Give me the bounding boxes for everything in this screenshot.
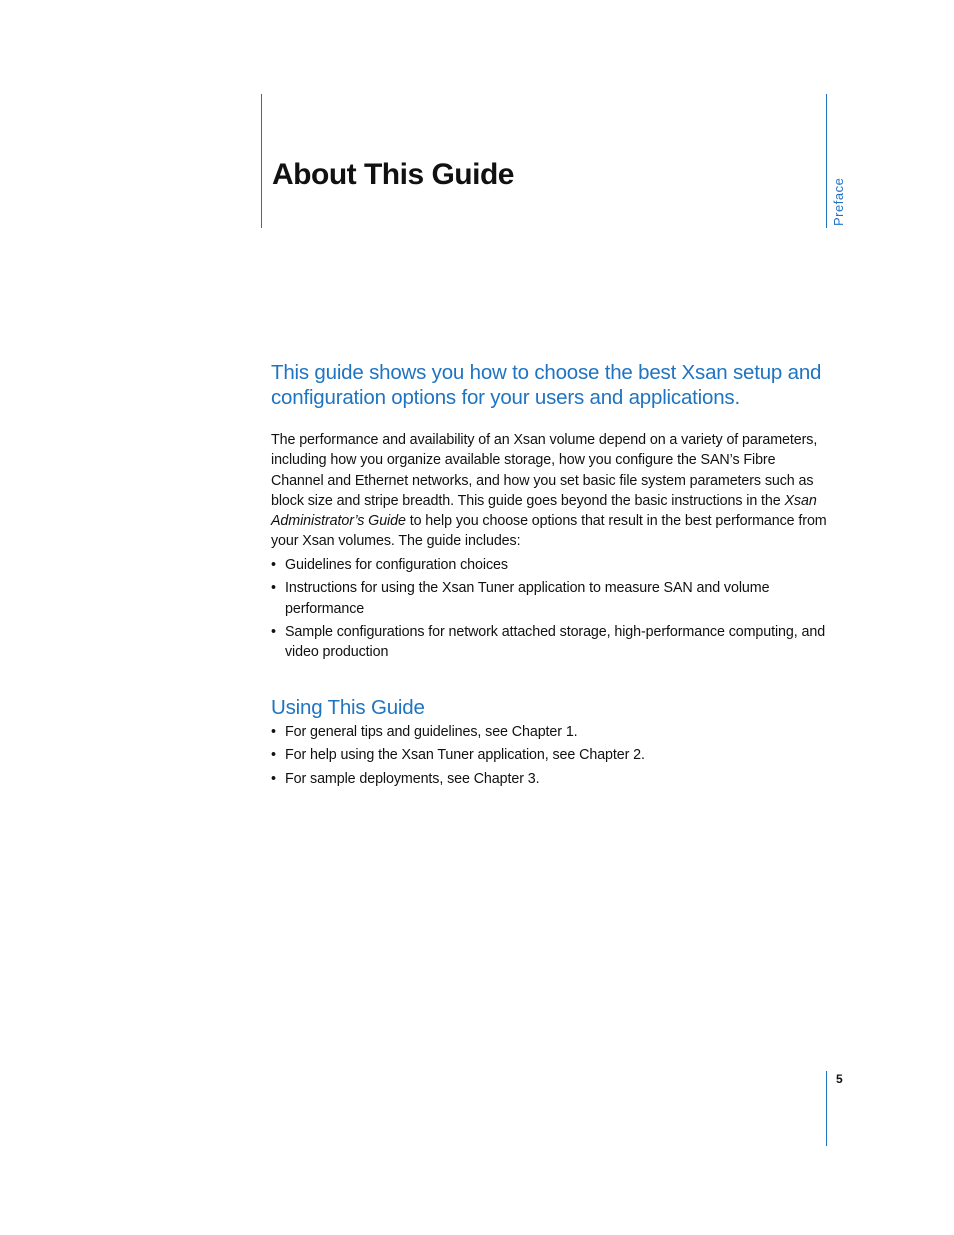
list-item: • For sample deployments, see Chapter 3.: [271, 769, 827, 789]
book-title-reference: Xsan Administrator’s Guide: [271, 492, 817, 530]
list-item: • For help using the Xsan Tuner application, see Chapter 2.: [271, 745, 827, 765]
title-right-rule: [826, 94, 827, 228]
section-heading-using: Using This Guide: [271, 696, 425, 719]
body-text-part1: The performance and availability of an Xsan volume depend on a variety of parameters, including how you organize available storage, how you configure the SAN’s Fibre Channel and Ethernet networks, and how you set basic file system parameters such as block size and stripe breadth. This guide goes beyond the basic instructions in the: [271, 432, 818, 509]
footer-rule: [826, 1071, 827, 1146]
list-item: • Guidelines for configuration choices: [271, 555, 827, 575]
using-guide-list: [271, 722, 827, 792]
body-text-part2: to help you choose options that result in the best performance from your Xsan volumes. The guide includes:: [271, 513, 827, 550]
body-paragraph: [271, 430, 827, 552]
page-number: 5: [836, 1072, 843, 1086]
includes-list: [271, 555, 827, 665]
list-item: • Instructions for using the Xsan Tuner application to measure SAN and volume performance: [271, 578, 827, 619]
list-item: • Sample configurations for network attached storage, high-performance computing, and video production: [271, 622, 827, 663]
page-title: About This Guide: [272, 158, 514, 191]
section-tab-label: Preface: [831, 177, 846, 226]
title-left-rule: [261, 94, 262, 228]
list-item: • For general tips and guidelines, see Chapter 1.: [271, 722, 827, 742]
intro-headline: This guide shows you how to choose the best Xsan setup and configuration options for your users and applications.: [271, 361, 822, 409]
